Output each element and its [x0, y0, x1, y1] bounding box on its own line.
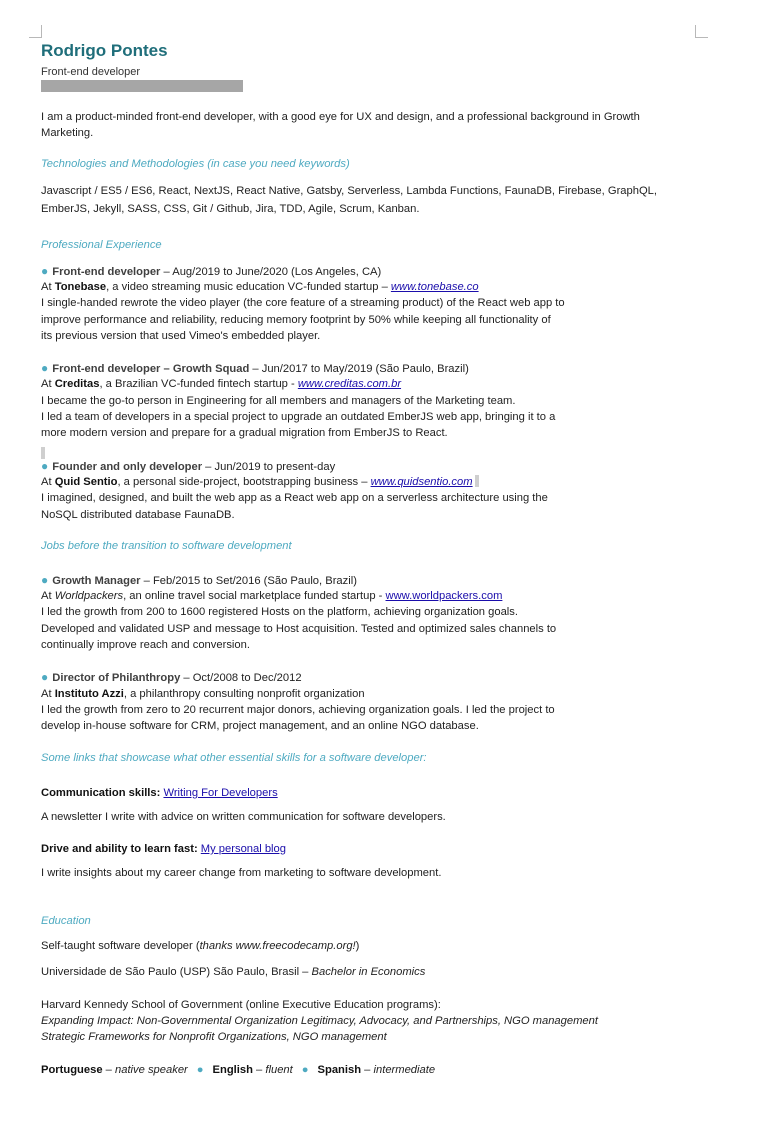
job-org: Instituto Azzi [54, 688, 124, 700]
previous-jobs-heading: Jobs before the transition to software development [41, 540, 292, 552]
languages-line: Portuguese – native speaker ● English – fluent ● Spanish – intermediate [41, 1064, 436, 1076]
self-taught-end: ) [355, 940, 360, 952]
job-org: Tonebase [54, 281, 107, 293]
job-desc-line: I led a team of developers in a special project to upgrade an outdated EmberJS web app, bringing it to a [41, 411, 556, 423]
tech-heading: Technologies and Methodologies (in case you need keywords) [41, 158, 350, 170]
link-item [41, 785, 278, 801]
job-desc-line: I became the go-to person in Engineering for all members and managers of the Marketing team. [41, 395, 516, 407]
writing-for-developers-link[interactable]: Writing For Developers [163, 787, 278, 799]
job-org-line [41, 376, 401, 392]
at-label: At [41, 281, 55, 293]
job-title-line [41, 263, 381, 280]
job-period: – Jun/2019 to present-day [202, 461, 336, 473]
harvard-program: Strategic Frameworks for Nonprofit Organizations, NGO management [41, 1031, 387, 1043]
intro-line-1: I am a product-minded front-end developer, with a good eye for UX and design, and a professional background in Growth [41, 111, 640, 123]
links-heading: Some links that showcase what other essential skills for a software developer: [41, 752, 427, 764]
job-title: Director of Philanthropy [52, 672, 181, 684]
bullet-icon: ● [301, 1064, 309, 1076]
education-harvard: Harvard Kennedy School of Government (online Executive Education programs): [41, 999, 441, 1011]
language-name: Portuguese [41, 1064, 103, 1076]
harvard-program: Expanding Impact: Non-Governmental Organization Legitimacy, Advocacy, and Partnerships, NGO management [41, 1015, 598, 1027]
education-heading: Education [41, 915, 91, 927]
job-title: Founder and only developer [52, 461, 203, 473]
job-desc-line: NoSQL distributed database FaunaDB. [41, 509, 235, 521]
job-org-line [41, 588, 502, 604]
language-name: English [212, 1064, 253, 1076]
job-desc-line: its previous version that used Vimeo's embedded player. [41, 330, 321, 342]
at-label: At [41, 590, 55, 602]
usp-degree: Bachelor in Economics [311, 966, 426, 978]
bullet-icon: ● [41, 670, 49, 684]
job-desc-line: continually improve reach and conversion. [41, 639, 250, 651]
job-period: – Jun/2017 to May/2019 (São Paulo, Brazil) [249, 363, 469, 375]
language-name: Spanish [317, 1064, 362, 1076]
bullet-icon: ● [41, 361, 49, 375]
job-org-link[interactable]: www.quidsentio.com [370, 476, 473, 488]
link-desc: A newsletter I write with advice on written communication for software developers. [41, 811, 446, 823]
education-self-taught [41, 938, 359, 954]
bullet-icon: ● [41, 264, 49, 278]
job-title: Front-end developer – Growth Squad [52, 363, 250, 375]
job-desc-line: more modern version and prepare for a gradual migration from EmberJS to React. [41, 427, 448, 439]
job-org-desc: , a Brazilian VC-funded fintech startup - [99, 378, 298, 390]
job-org-desc: , a personal side-project, bootstrapping business – [117, 476, 371, 488]
at-label: At [41, 476, 55, 488]
education-usp [41, 964, 425, 980]
job-org: Creditas [54, 378, 100, 390]
job-desc-line: I imagined, designed, and built the web app as a React web app on a serverless architecture using the [41, 492, 548, 504]
job-desc-line: I single-handed rewrote the video player (the core feature of a streaming product) of the React web app to [41, 297, 565, 309]
job-org-line [41, 279, 479, 295]
job-desc-line: Developed and validated USP and message to Host acquisition. Tested and optimized sales channels to [41, 623, 557, 635]
bullet-icon: ● [41, 459, 49, 473]
experience-heading: Professional Experience [41, 239, 162, 251]
job-title-line [41, 360, 469, 377]
tech-line-2: EmberJS, Jekyll, SASS, CSS, Git / Github, Jira, TDD, Agile, Scrum, Kanban. [41, 203, 420, 215]
job-org-desc: , an online travel social marketplace funded startup - [123, 590, 386, 602]
link-desc: I write insights about my career change from marketing to software development. [41, 867, 442, 879]
personal-blog-link[interactable]: My personal blog [200, 843, 286, 855]
caret-mark [475, 475, 479, 487]
job-org-desc: , a video streaming music education VC-funded startup – [106, 281, 391, 293]
job-org-link[interactable]: www.worldpackers.com [385, 590, 503, 602]
bullet-icon: ● [196, 1064, 204, 1076]
job-period: – Aug/2019 to June/2020 (Los Angeles, CA) [160, 266, 382, 278]
bullet-icon: ● [41, 573, 49, 587]
link-label: Drive and ability to learn fast: [41, 843, 198, 855]
job-period: – Feb/2015 to Set/2016 (São Paulo, Brazil) [140, 575, 357, 587]
link-label: Communication skills: [41, 787, 161, 799]
job-org: Worldpackers [54, 590, 124, 602]
page-corner-mark-right [695, 25, 708, 38]
job-title-line [41, 458, 335, 475]
link-item [41, 841, 286, 857]
at-label: At [41, 378, 55, 390]
job-title-line [41, 669, 302, 686]
job-org: Quid Sentio [54, 476, 118, 488]
tech-line-1: Javascript / ES5 / ES6, React, NextJS, React Native, Gatsby, Serverless, Lambda Functions, FaunaDB, Firebase, GraphQL, [41, 185, 657, 197]
job-desc-line: develop in-house software for CRM, project management, and an online NGO database. [41, 720, 479, 732]
language-level: fluent [265, 1064, 293, 1076]
job-desc-line: I led the growth from 200 to 1600 registered Hosts on the platform, achieving organization goals. [41, 606, 518, 618]
job-period: – Oct/2008 to Dec/2012 [180, 672, 302, 684]
job-desc-line: I led the growth from zero to 20 recurrent major donors, achieving organization goals. I led the project to [41, 704, 555, 716]
language-level: native speaker [115, 1064, 188, 1076]
page-corner-mark-left [29, 25, 42, 38]
header-bar [41, 80, 243, 92]
job-title: Front-end developer [52, 266, 161, 278]
self-taught-text: Self-taught software developer ( [41, 940, 200, 952]
language-level: intermediate [373, 1064, 436, 1076]
job-title-line [41, 572, 357, 589]
self-taught-thanks: thanks www.freecodecamp.org! [199, 940, 356, 952]
usp-text: Universidade de São Paulo (USP) São Paulo, Brasil – [41, 966, 312, 978]
job-title: Growth Manager [52, 575, 141, 587]
job-org-link[interactable]: www.tonebase.co [390, 281, 479, 293]
candidate-role: Front-end developer [41, 66, 141, 78]
job-org-line [41, 474, 479, 490]
job-org-link[interactable]: www.creditas.com.br [297, 378, 402, 390]
job-org-desc: , a philanthropy consulting nonprofit organization [123, 688, 365, 700]
candidate-name: Rodrigo Pontes [41, 41, 168, 60]
job-desc-line: improve performance and reliability, reducing memory footprint by 50% while keeping all functionality of [41, 314, 551, 326]
job-org-line [41, 686, 365, 702]
intro-line-2: Marketing. [41, 127, 94, 139]
at-label: At [41, 688, 55, 700]
